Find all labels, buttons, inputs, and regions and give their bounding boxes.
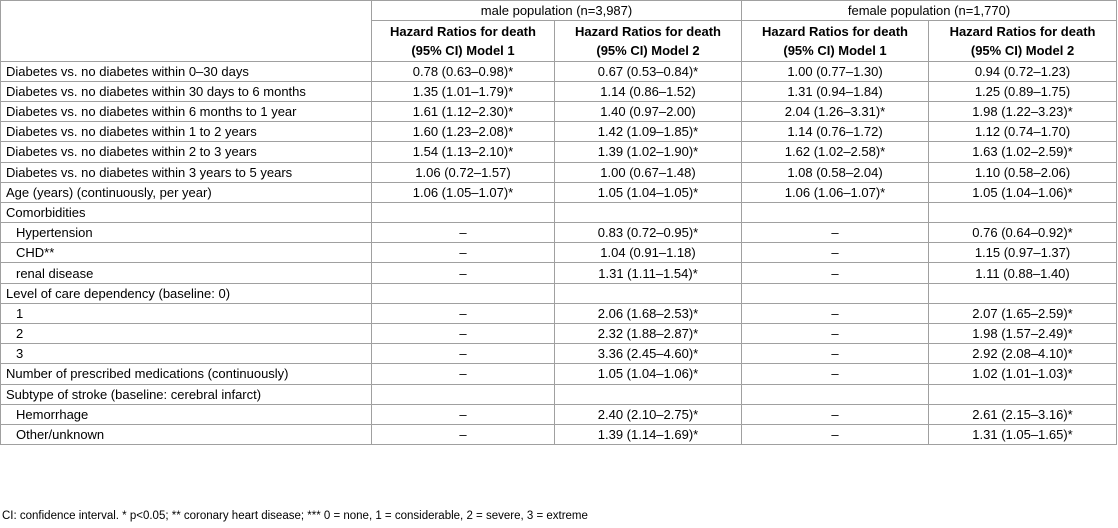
- male-model2-cell: 1.40 (0.97–2.00): [555, 101, 742, 121]
- male-model1-cell: 1.61 (1.12–2.30)*: [372, 101, 555, 121]
- female-model1-cell: [742, 202, 929, 222]
- table-row: [1, 303, 1117, 323]
- row-label: Diabetes vs. no diabetes within 6 months to 1 year: [1, 101, 372, 121]
- row-label: Subtype of stroke (baseline: cerebral infarct): [1, 384, 372, 404]
- female-model1-cell: –: [742, 404, 929, 424]
- male-model2-subheader: (95% CI) Model 2: [555, 41, 742, 61]
- male-model2-cell: 1.42 (1.09–1.85)*: [555, 122, 742, 142]
- male-model2-cell: 2.32 (1.88–2.87)*: [555, 324, 742, 344]
- female-model1-cell: –: [742, 324, 929, 344]
- female-model2-cell: 0.94 (0.72–1.23): [929, 61, 1117, 81]
- male-model2-cell: 2.06 (1.68–2.53)*: [555, 303, 742, 323]
- female-model1-cell: –: [742, 364, 929, 384]
- male-model1-cell: 1.35 (1.01–1.79)*: [372, 81, 555, 101]
- table-row: [1, 404, 1117, 424]
- row-label: Diabetes vs. no diabetes within 30 days to 6 months: [1, 81, 372, 101]
- female-model2-cell: 1.02 (1.01–1.03)*: [929, 364, 1117, 384]
- row-label: Diabetes vs. no diabetes within 1 to 2 years: [1, 122, 372, 142]
- row-label: Level of care dependency (baseline: 0): [1, 283, 372, 303]
- male-model1-cell: –: [372, 344, 555, 364]
- male-model1-cell: 1.60 (1.23–2.08)*: [372, 122, 555, 142]
- table-row: [1, 324, 1117, 344]
- male-model2-cell: 3.36 (2.45–4.60)*: [555, 344, 742, 364]
- table-row: [1, 162, 1117, 182]
- row-label: Diabetes vs. no diabetes within 0–30 days: [1, 61, 372, 81]
- male-model1-cell: –: [372, 404, 555, 424]
- female-model2-cell: 2.07 (1.65–2.59)*: [929, 303, 1117, 323]
- female-model2-cell: [929, 283, 1117, 303]
- table-row: [1, 142, 1117, 162]
- female-model2-cell: 2.92 (2.08–4.10)*: [929, 344, 1117, 364]
- female-model1-cell: –: [742, 243, 929, 263]
- female-model2-cell: 1.25 (0.89–1.75): [929, 81, 1117, 101]
- male-model1-cell: –: [372, 424, 555, 444]
- row-label: Number of prescribed medications (continuously): [1, 364, 372, 384]
- female-model2-cell: 1.63 (1.02–2.59)*: [929, 142, 1117, 162]
- table-row: [1, 344, 1117, 364]
- male-model1-cell: 1.54 (1.13–2.10)*: [372, 142, 555, 162]
- corner-cell: [1, 1, 372, 62]
- row-label: Diabetes vs. no diabetes within 3 years to 5 years: [1, 162, 372, 182]
- female-model2-cell: 2.61 (2.15–3.16)*: [929, 404, 1117, 424]
- male-model2-cell: 1.14 (0.86–1.52): [555, 81, 742, 101]
- male-group-header: male population (n=3,987): [372, 1, 742, 21]
- female-model1-cell: –: [742, 223, 929, 243]
- male-model1-cell: 1.06 (1.05–1.07)*: [372, 182, 555, 202]
- female-model2-cell: 0.76 (0.64–0.92)*: [929, 223, 1117, 243]
- female-model2-cell: 1.11 (0.88–1.40): [929, 263, 1117, 283]
- table-row: [1, 424, 1117, 444]
- female-model1-cell: 2.04 (1.26–3.31)*: [742, 101, 929, 121]
- male-model2-cell: [555, 384, 742, 404]
- row-label: 2: [1, 324, 372, 344]
- female-model2-cell: [929, 202, 1117, 222]
- female-model2-cell: 1.05 (1.04–1.06)*: [929, 182, 1117, 202]
- row-label: Hypertension: [1, 223, 372, 243]
- male-model1-cell: –: [372, 243, 555, 263]
- male-model2-cell: [555, 202, 742, 222]
- male-model1-header: Hazard Ratios for death: [372, 21, 555, 41]
- row-label: Other/unknown: [1, 424, 372, 444]
- row-label: 1: [1, 303, 372, 323]
- male-model2-cell: 1.00 (0.67–1.48): [555, 162, 742, 182]
- female-model1-cell: 1.62 (1.02–2.58)*: [742, 142, 929, 162]
- male-model1-cell: –: [372, 263, 555, 283]
- female-model2-header: Hazard Ratios for death: [929, 21, 1117, 41]
- female-model1-cell: 1.00 (0.77–1.30): [742, 61, 929, 81]
- row-label: renal disease: [1, 263, 372, 283]
- male-model1-subheader: (95% CI) Model 1: [372, 41, 555, 61]
- table-footnote: CI: confidence interval. * p<0.05; ** coronary heart disease; *** 0 = none, 1 = considerable, 2 = severe, 3 = extreme: [2, 510, 588, 522]
- male-model1-cell: [372, 283, 555, 303]
- female-model2-cell: 1.98 (1.57–2.49)*: [929, 324, 1117, 344]
- female-model1-cell: 1.08 (0.58–2.04): [742, 162, 929, 182]
- male-model2-cell: 0.67 (0.53–0.84)*: [555, 61, 742, 81]
- table-row: [1, 283, 1117, 303]
- female-model2-cell: 1.15 (0.97–1.37): [929, 243, 1117, 263]
- male-model1-cell: –: [372, 303, 555, 323]
- male-model1-cell: –: [372, 364, 555, 384]
- male-model2-cell: 1.05 (1.04–1.05)*: [555, 182, 742, 202]
- table-row: [1, 122, 1117, 142]
- table-row: [1, 263, 1117, 283]
- male-model2-cell: [555, 283, 742, 303]
- female-model1-cell: –: [742, 263, 929, 283]
- male-model1-cell: 1.06 (0.72–1.57): [372, 162, 555, 182]
- row-label: Comorbidities: [1, 202, 372, 222]
- male-model1-cell: [372, 384, 555, 404]
- table-row: [1, 243, 1117, 263]
- female-model1-cell: 1.31 (0.94–1.84): [742, 81, 929, 101]
- row-label: Hemorrhage: [1, 404, 372, 424]
- group-header-row: [1, 1, 1117, 21]
- female-model2-cell: 1.10 (0.58–2.06): [929, 162, 1117, 182]
- table-row: [1, 101, 1117, 121]
- male-model1-cell: 0.78 (0.63–0.98)*: [372, 61, 555, 81]
- male-model2-cell: 1.05 (1.04–1.06)*: [555, 364, 742, 384]
- male-model2-header: Hazard Ratios for death: [555, 21, 742, 41]
- male-model2-cell: 1.39 (1.14–1.69)*: [555, 424, 742, 444]
- female-model1-subheader: (95% CI) Model 1: [742, 41, 929, 61]
- table-row: [1, 223, 1117, 243]
- male-model2-cell: 2.40 (2.10–2.75)*: [555, 404, 742, 424]
- female-model2-cell: 1.31 (1.05–1.65)*: [929, 424, 1117, 444]
- row-label: 3: [1, 344, 372, 364]
- female-model2-cell: 1.12 (0.74–1.70): [929, 122, 1117, 142]
- table-body: [1, 61, 1117, 445]
- female-group-header: female population (n=1,770): [742, 1, 1117, 21]
- female-model1-cell: 1.06 (1.06–1.07)*: [742, 182, 929, 202]
- table-row: [1, 364, 1117, 384]
- female-model1-header: Hazard Ratios for death: [742, 21, 929, 41]
- female-model1-cell: [742, 283, 929, 303]
- table-row: [1, 384, 1117, 404]
- female-model1-cell: 1.14 (0.76–1.72): [742, 122, 929, 142]
- male-model1-cell: –: [372, 324, 555, 344]
- female-model2-cell: 1.98 (1.22–3.23)*: [929, 101, 1117, 121]
- female-model1-cell: [742, 384, 929, 404]
- table-row: [1, 202, 1117, 222]
- male-model2-cell: 0.83 (0.72–0.95)*: [555, 223, 742, 243]
- female-model2-subheader: (95% CI) Model 2: [929, 41, 1117, 61]
- female-model1-cell: –: [742, 344, 929, 364]
- male-model1-cell: –: [372, 223, 555, 243]
- row-label: Age (years) (continuously, per year): [1, 182, 372, 202]
- table-row: [1, 61, 1117, 81]
- male-model2-cell: 1.04 (0.91–1.18): [555, 243, 742, 263]
- female-model1-cell: –: [742, 424, 929, 444]
- table-row: [1, 81, 1117, 101]
- row-label: Diabetes vs. no diabetes within 2 to 3 years: [1, 142, 372, 162]
- male-model1-cell: [372, 202, 555, 222]
- row-label: CHD**: [1, 243, 372, 263]
- female-model2-cell: [929, 384, 1117, 404]
- male-model2-cell: 1.39 (1.02–1.90)*: [555, 142, 742, 162]
- male-model2-cell: 1.31 (1.11–1.54)*: [555, 263, 742, 283]
- female-model1-cell: –: [742, 303, 929, 323]
- table-row: [1, 182, 1117, 202]
